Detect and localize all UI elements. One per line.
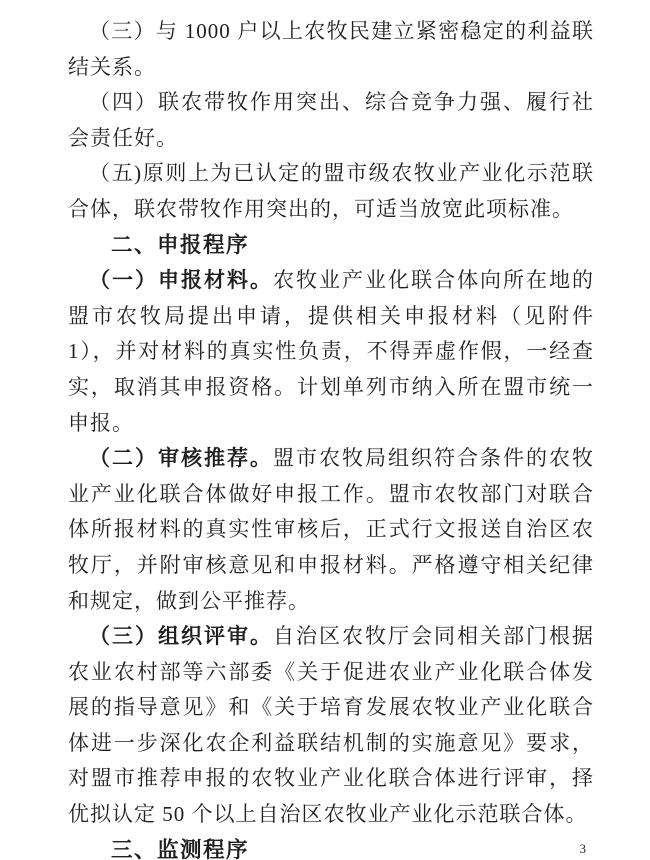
section-2-heading: [68, 228, 594, 264]
bold-text-segment: 三、监测程序: [111, 837, 250, 860]
bold-text-segment: （一）申报材料。: [89, 268, 273, 293]
text-segment: 盟市农牧局组织符合条件的农牧业产业化联合体做好申报工作。盟市农牧部门对联合体所报材料的真实性审核后，正式行文报送自治区农牧厅，并附审核意见和申报材料。严格遵守相关纪律和规定，做到公平推荐。: [68, 446, 594, 613]
document-body: [68, 14, 594, 860]
text-segment: （五)原则上为已认定的盟市级农牧业产业化示范联合体，联农带牧作用突出的，可适当放宽此项标准。: [68, 161, 594, 221]
item-3-paragraph: [68, 14, 594, 85]
bold-text-segment: 二、申报程序: [111, 232, 250, 257]
bold-text-segment: （三）组织评审。: [89, 624, 273, 649]
item-5-paragraph: [68, 156, 594, 227]
text-segment: 自治区农牧厅会同相关部门根据农业农村部等六部委《关于促进农业产业化联合体发展的指导意见》和《关于培育发展农牧业产业化联合体进一步深化农企利益联结机制的实施意见》要求，对盟市推荐申报的农牧业产业化联合体进行评审，择优拟认定 50 个以上自治区农牧业产业化示范联合体。: [68, 624, 594, 827]
review-recommendation-paragraph: [68, 441, 594, 619]
text-segment: （三）与 1000 户以上农牧民建立紧密稳定的利益联结关系。: [68, 19, 594, 79]
bold-text-segment: （二）审核推荐。: [89, 446, 273, 471]
item-4-paragraph: [68, 85, 594, 156]
text-segment: （四）联农带牧作用突出、综合竞争力强、履行社会责任好。: [68, 90, 594, 150]
application-materials-paragraph: [68, 263, 594, 441]
text-segment: 农牧业产业化联合体向所在地的盟市农牧局提出申请，提供相关申报材料（见附件 1），并对材料的真实性负责，不得弄虚作假，一经查实，取消其申报资格。计划单列市纳入所在盟市统一申报。: [68, 268, 594, 435]
organized-evaluation-paragraph: [68, 619, 594, 833]
page-number: 3: [579, 841, 586, 856]
section-3-heading: [68, 833, 594, 860]
